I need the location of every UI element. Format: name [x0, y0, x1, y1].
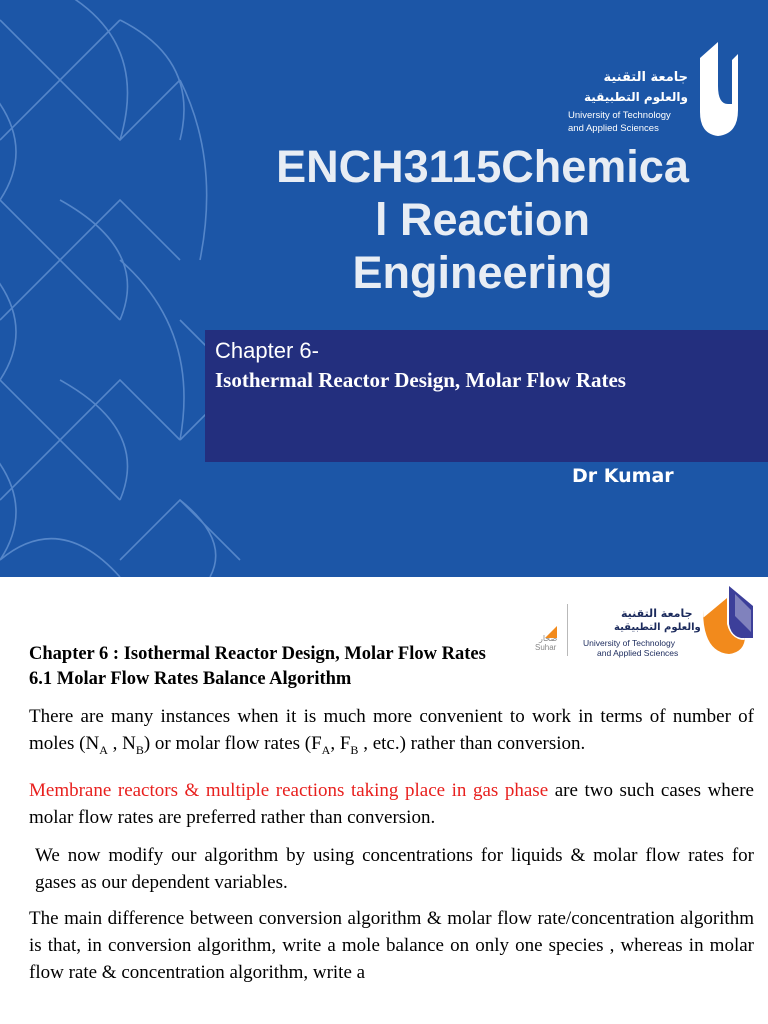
chapter-title: Isothermal Reactor Design, Molar Flow Rates — [215, 368, 626, 392]
course-title — [210, 140, 755, 299]
section-heading-chapter: Chapter 6 : Isothermal Reactor Design, Molar Flow Rates — [29, 644, 486, 664]
university-emblem-icon — [696, 40, 740, 140]
paragraph-algorithm: We now modify our algorithm by using concentrations for liquids & molar flow rates for gases as our dependent variables. — [35, 844, 754, 893]
author-name: Dr Kumar — [572, 465, 674, 487]
chapter-banner — [205, 330, 768, 462]
content-page — [0, 577, 768, 1024]
suhar-english-label: Suhar — [535, 643, 557, 652]
section-heading-subsection: 6.1 Molar Flow Rates Balance Algorithm — [29, 669, 352, 689]
para1-text-3: ) or molar flow rates (F — [143, 733, 322, 754]
highlighted-text: Membrane reactors & multiple reactions taking place in gas phase — [29, 779, 549, 801]
paragraph-membrane — [29, 777, 754, 831]
para2-rest: are two such cases where molar flow rates are preferred rather than conversion. — [29, 779, 754, 828]
chapter-label: Chapter 6- — [215, 338, 319, 363]
page-logo-arabic-line1: جامعة التقنية — [621, 607, 693, 620]
logo-arabic-line1: جامعة التقنية — [603, 70, 688, 85]
page-logo-english-line1: University of Technology — [583, 638, 675, 648]
university-logo — [560, 40, 750, 140]
paragraph-difference: The main difference between conversion algorithm & molar flow rate/concentration algorithm is that, in conversion algorithm, write a mole balance on only one species , whereas in molar flow rate & concentration algorithm, write a — [29, 907, 754, 983]
para1-sub-1: A — [99, 742, 108, 757]
para1-sub-3: A — [321, 742, 331, 757]
course-title-line2: l Reaction — [374, 194, 591, 245]
para1-sub-4: B — [350, 742, 359, 757]
paragraph-intro — [29, 703, 754, 764]
logo-english-line1: University of Technology — [568, 110, 671, 121]
course-title-line1: ENCH3115Chemica — [276, 141, 689, 192]
logo-arabic-line2: والعلوم التطبيقية — [583, 90, 688, 104]
page-logo-arabic-line2: والعلوم التطبيقية — [614, 622, 701, 633]
page-body — [29, 642, 754, 986]
logo-english-line2: and Applied Sciences — [568, 123, 659, 134]
page-logo-english-line2: and Applied Sciences — [597, 648, 679, 658]
course-title-line3: Engineering — [352, 247, 613, 298]
para1-sub-2: B — [135, 742, 144, 757]
para1-text-2: , N — [107, 733, 136, 754]
para1-text-5: , etc.) rather than conversion. — [358, 733, 586, 754]
para1-text-4: , F — [330, 733, 351, 754]
para1-text-1: There are many instances when it is much more convenient to work in terms of number of moles (N — [29, 706, 754, 754]
suhar-arabic-label: صحار — [539, 634, 558, 643]
